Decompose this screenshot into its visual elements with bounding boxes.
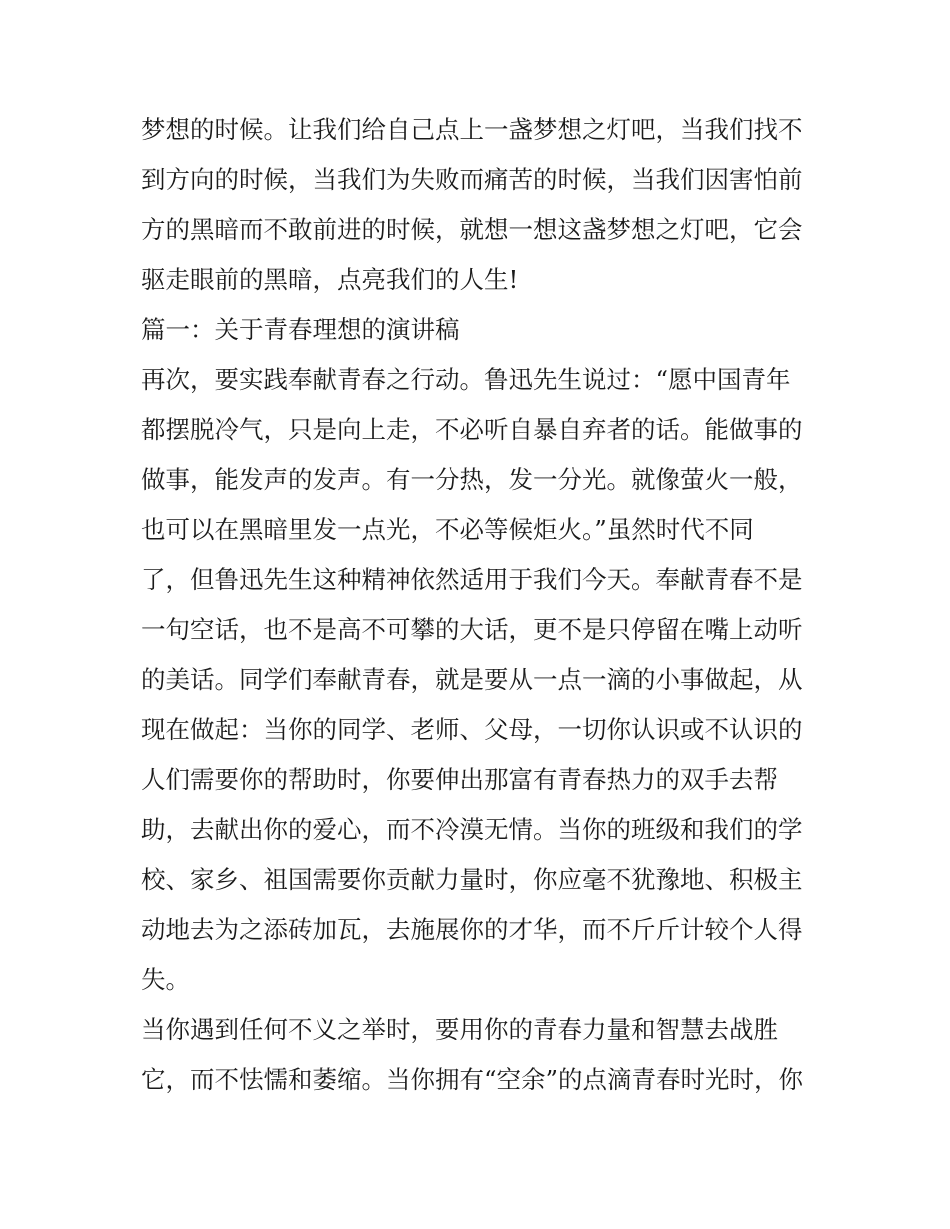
text-line: 再次，要实践奉献青春之行动。鲁迅先生说过：“愿中国青年 xyxy=(141,365,791,394)
text-line: 的美话。同学们奉献青春，就是要从一点一滴的小事做起，从 xyxy=(141,665,803,694)
text-line: 它，而不怯懦和萎缩。当你拥有“空余”的点滴青春时光时，你 xyxy=(141,1065,804,1094)
text-line: 现在做起：当你的同学、老师、父母，一切你认识或不认识的 xyxy=(141,715,803,744)
text-line: 都摆脱冷气，只是向上走，不必听自暴自弃者的话。能做事的 xyxy=(141,415,803,444)
text-line: 人们需要你的帮助时，你要伸出那富有青春热力的双手去帮 xyxy=(141,765,778,794)
text-line: 也可以在黑暗里发一点光，不必等候炬火。”虽然时代不同 xyxy=(141,515,754,544)
text-line: 一句空话，也不是高不可攀的大话，更不是只停留在嘴上动听 xyxy=(141,615,803,644)
text-line: 方的黑暗而不敢前进的时候，就想一想这盏梦想之灯吧，它会 xyxy=(141,215,803,244)
section-heading: 篇一：关于青春理想的演讲稿 xyxy=(141,315,460,344)
text-line: 助，去献出你的爱心，而不冷漠无情。当你的班级和我们的学 xyxy=(141,815,803,844)
text-line: 到方向的时候，当我们为失败而痛苦的时候，当我们因害怕前 xyxy=(141,165,803,194)
text-line: 了，但鲁迅先生这种精神依然适用于我们今天。奉献青春不是 xyxy=(141,565,803,594)
text-line: 动地去为之添砖加瓦，去施展你的才华，而不斤斤计较个人得 xyxy=(141,915,803,944)
text-line: 做事，能发声的发声。有一分热，发一分光。就像萤火一般， xyxy=(141,465,803,494)
text-line: 梦想的时候。让我们给自己点上一盏梦想之灯吧，当我们找不 xyxy=(141,115,803,144)
text-line: 校、家乡、祖国需要你贡献力量时，你应毫不犹豫地、积极主 xyxy=(141,865,803,894)
text-line: 当你遇到任何不义之举时，要用你的青春力量和智慧去战胜 xyxy=(141,1015,778,1044)
text-line: 失。 xyxy=(141,965,190,994)
text-line: 驱走眼前的黑暗，点亮我们的人生! xyxy=(141,265,519,294)
